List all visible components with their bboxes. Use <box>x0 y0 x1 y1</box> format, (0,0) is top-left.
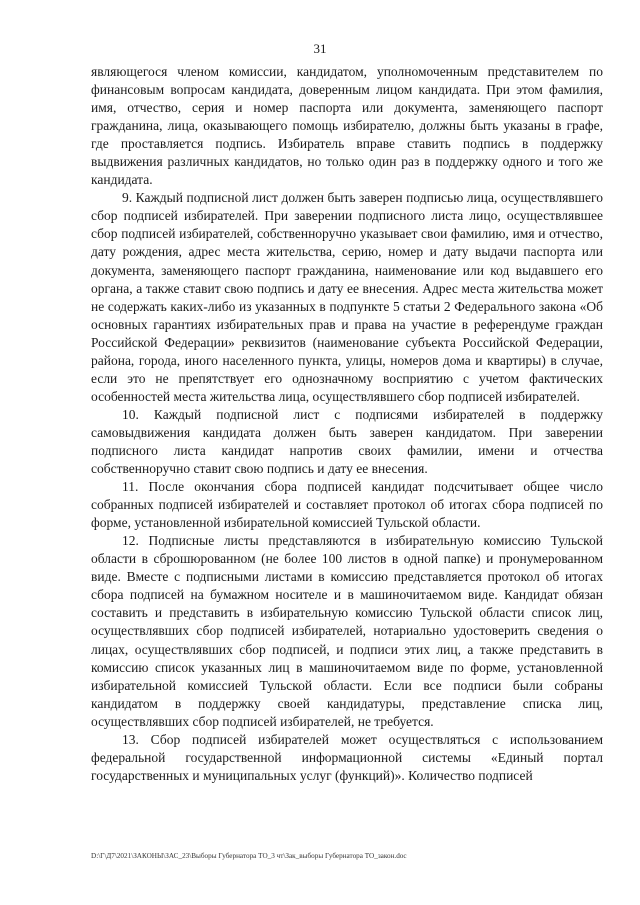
paragraph-continuation: являющегося членом комиссии, кандидатом, уполномоченным представителем по финансовым вопросам кандидата, доверенным лицом кандидата. При этом фамилия, имя, отчество, серия и номер паспорта или документа, заменяющего паспорт гражданина, лица, оказывающего помощь избирателю, должны быть указаны в графе, где проставляется подпись. Избиратель вправе ставить подпись в поддержку выдвижения различных кандидатов, но только один раз в поддержку одного и того же кандидата. <box>91 64 603 188</box>
paragraph-item-9: 9. Каждый подписной лист должен быть заверен подписью лица, осуществлявшего сбор подписей избирателей. При заверении подписного листа лицо, осуществлявшее сбор подписей избирателей, собственноручно указывает свои фамилию, имя и отчество, дату рождения, адрес места жительства, серию, номер и дату выдачи паспорта или документа, заменяющего паспорт гражданина, наименование или код выдавшего его органа, а также ставит свою подпись и дату ее внесения. Адрес места жительства может не содержать каких-либо из указанных в подпункте 5 статьи 2 Федерального закона «Об основных гарантиях избирательных прав и права на участие в референдуме граждан Российской Федерации» реквизитов (наименование субъекта Российской Федерации, района, города, иного населенного пункта, улицы, номеров дома и квартиры) в случае, если это не препятствует его однозначному восприятию с учетом фактических особенностей места жительства лица, осуществлявшего сбор подписей избирателей. <box>91 190 603 404</box>
paragraph-item-11: 11. После окончания сбора подписей кандидат подсчитывает общее число собранных подписей избирателей и составляет протокол об итогах сбора подписей по форме, установленной избирательной комиссией Тульской области. <box>91 479 603 531</box>
paragraph-item-12: 12. Подписные листы представляются в избирательную комиссию Тульской области в сброшюрованном (не более 100 листов в одной папке) и пронумерованном виде. Вместе с подписными листами в комиссию представляется протокол об итогах сбора подписей на бумажном носителе и в машиночитаемом виде. Кандидат обязан составить и представить в избирательную комиссию Тульской области список лиц, осуществлявших сбор подписей избирателей, нотариально удостоверить сведения о лицах, осуществлявших сбор подписей, и подписи этих лиц, а также представить в комиссию список указанных лиц в машиночитаемом виде по форме, установленной избирательной комиссией Тульской области. Если все подписи были собраны кандидатом в поддержку своей кандидатуры, представление списка лиц, осуществлявших сбор подписей избирателей, не требуется. <box>91 533 603 729</box>
page-number: 31 <box>313 41 327 56</box>
paragraph-item-10: 10. Каждый подписной лист с подписями избирателей в поддержку самовыдвижения кандидата должен быть заверен кандидатом. При заверении подписного листа кандидат напротив своих фамилии, имени и отчества собственноручно ставит свою подпись и дату ее внесения. <box>91 406 603 477</box>
footer-file-path: D:\Г\Д7\2021\ЗАКОНЫ\ЗАС_23\Выборы Губернатора ТО_3 чт\Зак_выборы Губернатора ТО_закон.doc <box>91 852 407 860</box>
paragraph-item-13: 13. Сбор подписей избирателей может осуществляться с использованием федеральной государственной информационной системы «Единый портал государственных и муниципальных услуг (функций)». Количество подписей <box>91 731 603 783</box>
document-body <box>91 63 603 785</box>
